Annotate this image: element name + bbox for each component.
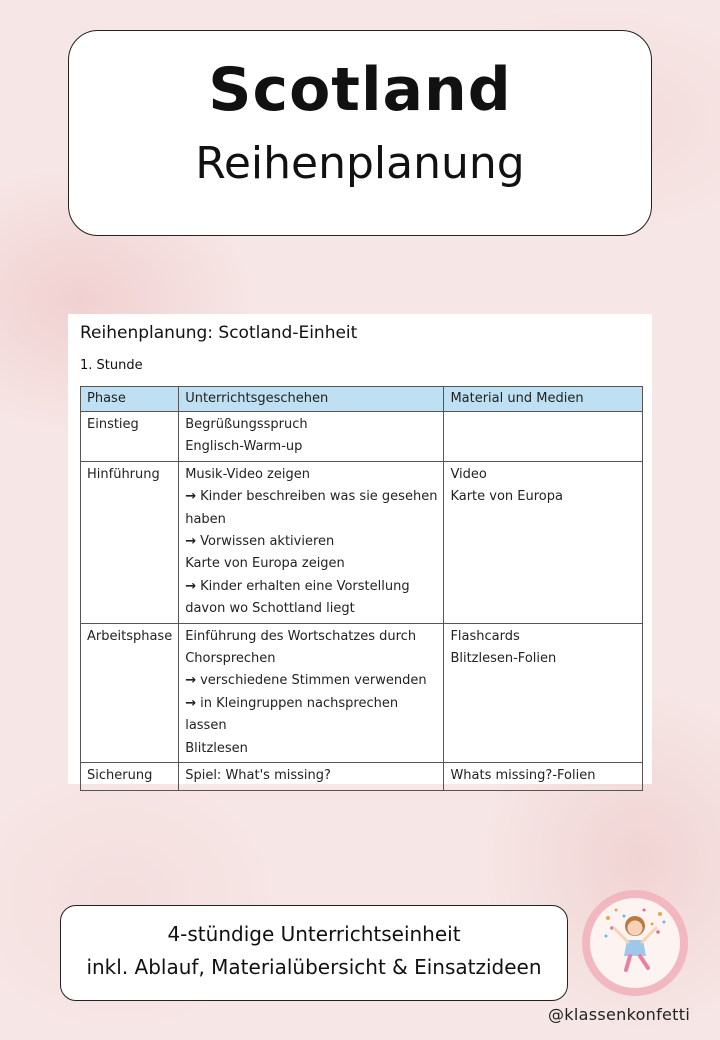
- activity-line: [185, 436, 437, 458]
- activity-line: [185, 464, 437, 486]
- activity-line: [185, 509, 437, 531]
- activity-line: [185, 486, 437, 508]
- column-header-materials: Material und Medien: [444, 387, 643, 412]
- activity-line: [185, 598, 437, 620]
- activity-line: [185, 693, 437, 715]
- material-item: Flashcards: [450, 628, 520, 644]
- activity-cell: [179, 763, 444, 790]
- activity-text: Einführung des Wortschatzes durch: [185, 628, 417, 644]
- activity-text: Begrüßungsspruch: [185, 417, 308, 432]
- logo-illustration: [590, 898, 680, 988]
- material-item: Karte von Europa: [450, 489, 563, 505]
- activity-text: Musik-Video zeigen: [185, 466, 310, 482]
- activity-cell: [179, 623, 444, 762]
- brand-logo: [582, 890, 688, 996]
- activity-line: [185, 715, 437, 737]
- table-row: [81, 623, 643, 762]
- page-subtitle: Reihenplanung: [195, 138, 525, 189]
- info-line-1: 4-stündige Unterrichtseinheit: [167, 922, 461, 946]
- column-header-activity: Unterrichtsgeschehen: [179, 387, 444, 412]
- activity-line: [185, 531, 437, 553]
- column-header-phase: Phase: [81, 387, 179, 412]
- page-title: Scotland: [208, 55, 512, 125]
- activity-line: [185, 626, 437, 648]
- material-item: Blitzlesen-Folien: [450, 651, 557, 667]
- material-item: Video: [450, 466, 487, 482]
- material-item: Whats missing?-Folien: [450, 768, 596, 784]
- arrow-right-icon: →: [185, 673, 197, 689]
- activity-line: [185, 414, 437, 436]
- lesson-plan-table: [80, 386, 643, 791]
- table-body: [81, 412, 643, 791]
- activity-line: [185, 738, 437, 760]
- activity-line: [185, 553, 437, 575]
- activity-text: lassen: [185, 718, 227, 734]
- table-row: [81, 763, 643, 790]
- table-row: [81, 412, 643, 462]
- activity-text: Blitzlesen: [185, 740, 248, 756]
- table-row: [81, 461, 643, 623]
- activity-line: [185, 648, 437, 670]
- girl-confetti-icon: [590, 898, 680, 988]
- activity-text: Kinder beschreiben was sie gesehen: [200, 489, 438, 505]
- lesson-label: 1. Stunde: [80, 358, 143, 373]
- activity-line: [185, 765, 437, 787]
- arrow-right-icon: →: [185, 695, 197, 711]
- activity-text: Chorsprechen: [185, 651, 276, 667]
- activity-text: Vorwissen aktivieren: [200, 534, 335, 550]
- activity-text: Englisch-Warm-up: [185, 439, 303, 455]
- phase-cell: Hinführung: [81, 461, 179, 623]
- materials-cell: [444, 623, 643, 762]
- title-card: [68, 30, 652, 236]
- info-banner: [60, 905, 568, 1001]
- arrow-right-icon: →: [185, 534, 197, 550]
- document-preview: [68, 314, 652, 784]
- activity-line: [185, 576, 437, 598]
- document-heading: Reihenplanung: Scotland-Einheit: [80, 323, 358, 343]
- activity-text: Spiel: What's missing?: [185, 768, 331, 784]
- activity-cell: [179, 412, 444, 462]
- phase-cell: Sicherung: [81, 763, 179, 790]
- activity-text: verschiedene Stimmen verwenden: [200, 673, 427, 689]
- info-line-2: inkl. Ablauf, Materialübersicht & Einsatzideen: [86, 955, 542, 979]
- materials-cell: [444, 461, 643, 623]
- activity-line: [185, 670, 437, 692]
- arrow-right-icon: →: [185, 578, 197, 594]
- arrow-right-icon: →: [185, 489, 197, 505]
- social-handle: @klassenkonfetti: [548, 1005, 691, 1024]
- materials-cell: [444, 763, 643, 790]
- materials-cell: [444, 412, 643, 462]
- table-header-row: [81, 387, 643, 412]
- activity-text: Karte von Europa zeigen: [185, 556, 345, 572]
- phase-cell: Einstieg: [81, 412, 179, 462]
- activity-text: davon wo Schottland liegt: [185, 601, 355, 617]
- activity-text: in Kleingruppen nachsprechen: [200, 695, 399, 711]
- activity-text: Kinder erhalten eine Vorstellung: [200, 578, 410, 594]
- activity-cell: [179, 461, 444, 623]
- activity-text: haben: [185, 511, 226, 527]
- phase-cell: Arbeitsphase: [81, 623, 179, 762]
